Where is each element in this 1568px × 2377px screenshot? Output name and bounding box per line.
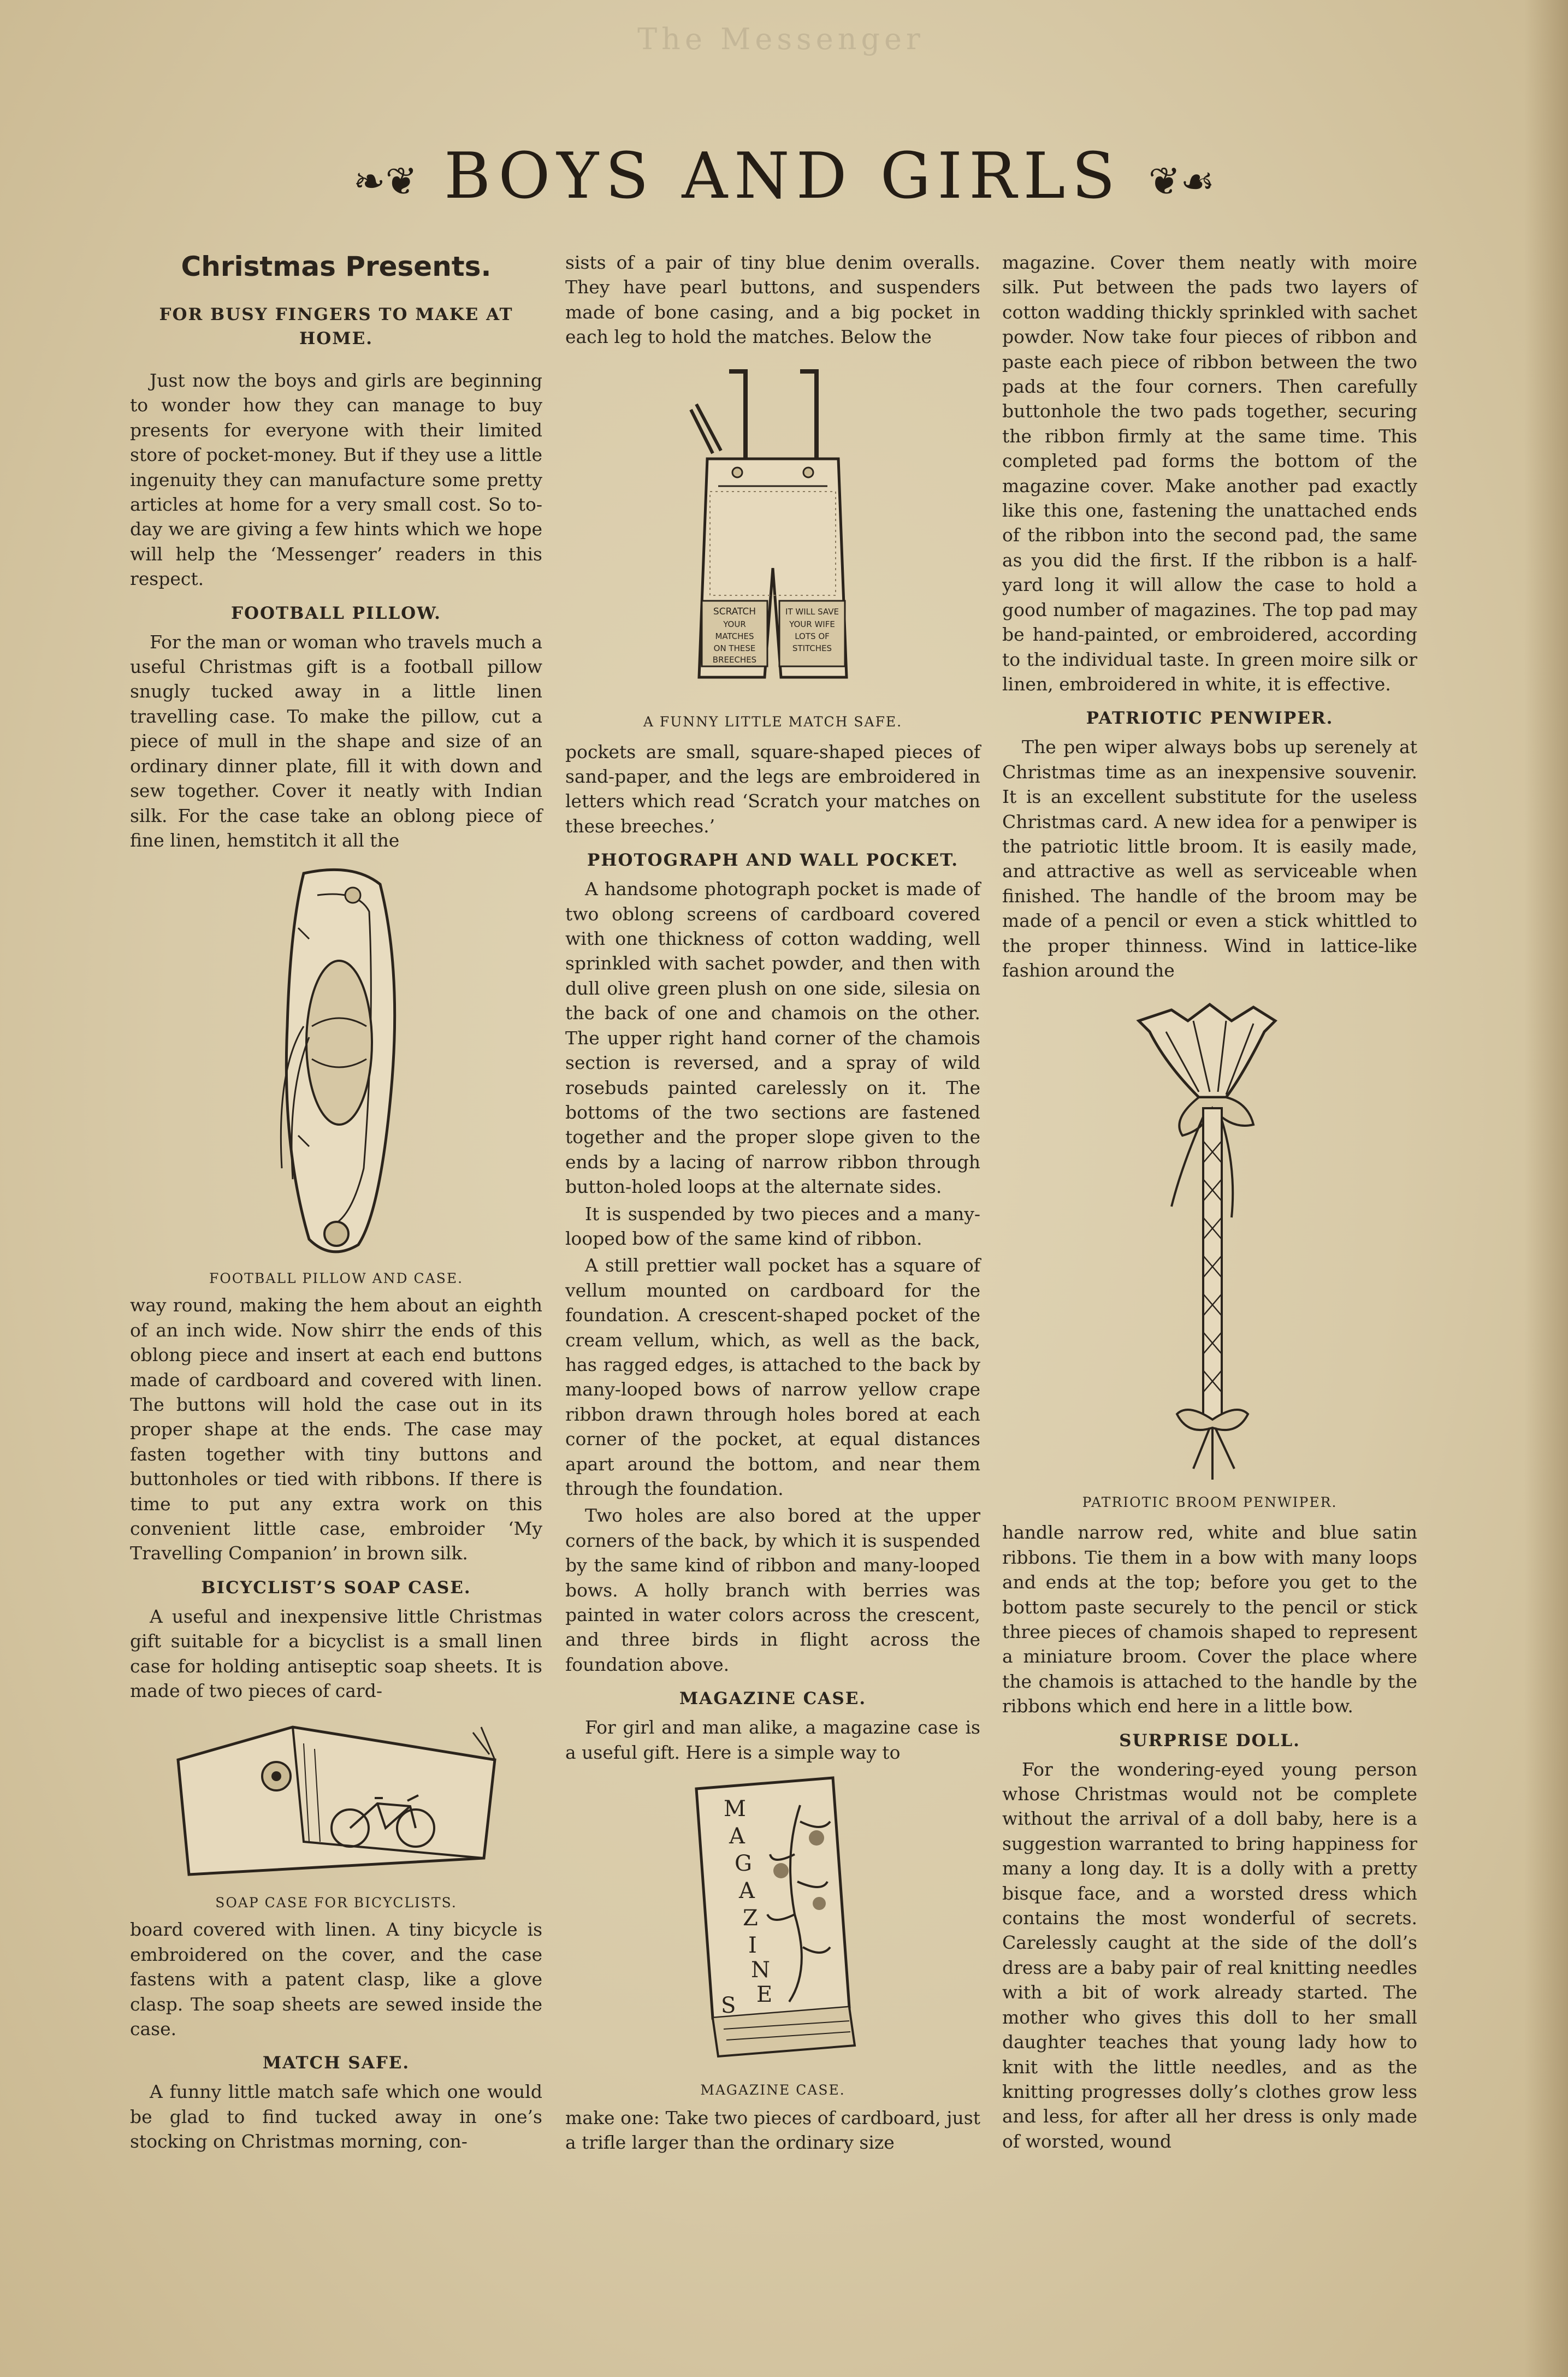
svg-text:YOUR WIFE: YOUR WIFE xyxy=(789,619,835,629)
svg-text:S: S xyxy=(721,1993,736,2019)
photo-paragraph-1: A handsome photograph pocket is made of two oblong screens of cardboard covered with one thickness of cotton wadding, well sprinkled with sachet powder, and then with dull olive green plush on one side, silesia on the back of one and chamois on the other. The upper right hand corner of the chamois section is reversed, and a spray of wild rosebuds painted carelessly on it. The bottoms of the two sections are fastened together and the proper slope given to the ends by a lacing of narrow ribbon through button-holed loops at the alternate sides. xyxy=(565,878,980,1198)
svg-text:LOTS OF: LOTS OF xyxy=(795,631,830,641)
column-3 xyxy=(1002,250,1417,2154)
column-2 xyxy=(565,250,980,2155)
svg-text:G: G xyxy=(735,1851,752,1877)
photo-paragraph-2: It is suspended by two pieces and a many-looped bow of the same kind of ribbon. xyxy=(565,1203,980,1249)
svg-text:N: N xyxy=(751,1958,770,1983)
magazine-paragraph-1: For girl and man alike, a magazine case is a useful gift. Here is a simple way to xyxy=(565,1717,980,1763)
section-masthead xyxy=(0,139,1568,213)
masthead-title: BOYS AND GIRLS xyxy=(444,139,1122,213)
match-safe-caption: A FUNNY LITTLE MATCH SAFE. xyxy=(643,713,903,730)
page-edge-shadow xyxy=(1524,0,1568,2377)
left-ornament-icon: ❧❦ xyxy=(353,158,418,204)
svg-text:M: M xyxy=(724,1796,746,1822)
soap-case-caption: SOAP CASE FOR BICYCLISTS. xyxy=(215,1895,457,1911)
magazine-paragraph-3: magazine. Cover them neatly with moire silk. Put between the pads two layers of cotton wadding thickly sprinkled with sachet powder. Now take four pieces of ribbon and paste each piece of ribbon between the two pads at the four corners. Then carefully buttonhole the two pads together, securing the ribbon firmly at the same time. This completed pad forms the bottom of the magazine cover. Make another pad exactly like this one, fastening the unattached ends of the ribbon into the second pad, the same as you did the first. If the ribbon is a half-yard long it will allow the case to hold a good number of magazines. The top pad may be hand-painted, or embroidered, according to the individual taste. In green moire silk or linen, embroidered in white, it is effective. xyxy=(1002,252,1417,695)
faded-masthead-bleedthrough: The Messenger xyxy=(637,22,925,56)
svg-text:Z: Z xyxy=(743,1906,758,1931)
right-ornament-icon: ❦☙ xyxy=(1148,158,1215,204)
soap-case-figure xyxy=(130,1711,542,1912)
soap-case-illustration xyxy=(167,1711,506,1891)
penwiper-heading: PATRIOTIC PENWIPER. xyxy=(1086,708,1334,729)
magazine-case-heading: MAGAZINE CASE. xyxy=(679,1689,867,1709)
svg-text:MATCHES: MATCHES xyxy=(715,631,754,641)
article-dek: FOR BUSY FINGERS TO MAKE AT HOME. xyxy=(159,305,513,348)
svg-text:E: E xyxy=(756,1982,773,2008)
penwiper-figure xyxy=(1002,999,1417,1511)
magazine-case-figure xyxy=(565,1772,980,2099)
football-paragraph-1: For the man or woman who travels much a useful Christmas gift is a football pillow snugly tucked away in a little linen travelling case. To make the pillow, cut a piece of mull in the shape and size of an ordinary dinner plate, fill it with down and sew together. Cover it neatly with Indian silk. For the case take an oblong piece of fine linen, hemstitch it all the xyxy=(130,631,542,851)
svg-text:STITCHES: STITCHES xyxy=(792,643,832,653)
football-pillow-illustration xyxy=(222,862,451,1267)
svg-text:IT WILL SAVE: IT WILL SAVE xyxy=(785,606,839,617)
article-title: Christmas Presents. xyxy=(181,251,492,282)
penwiper-paragraph-2: handle narrow red, white and blue satin ribbons. Tie them in a bow with many loops and ends at the top; before you get to the bottom paste securely to the pencil or stick three pieces of chamois shaped to represent a miniature broom. Cover the place where the chamois is attached to the handle by the ribbons which end here in a little bow. xyxy=(1002,1522,1417,1717)
svg-text:BREECHES: BREECHES xyxy=(712,654,757,665)
column-1 xyxy=(130,250,542,2154)
photo-paragraph-4: Two holes are also bored at the upper corners of the back, by which it is suspended by the same kind of ribbon and many-looped bows. A holly branch with berries was painted in water colors across the crescent, and three birds in flight across the foundation above. xyxy=(565,1505,980,1675)
svg-text:ON THESE: ON THESE xyxy=(713,643,756,653)
intro-paragraph: Just now the boys and girls are beginning to wonder how they can manage to buy presents for everyone with their limited store of pocket-money. But if they use a little ingenuity they can manufacture some pretty articles at home for a very small cost. So to-day we are giving a few hints which we hope will help the ‘Messenger’ readers in this respect. xyxy=(130,370,542,590)
magazine-case-caption: MAGAZINE CASE. xyxy=(700,2082,845,2098)
doll-paragraph-1: For the wondering-eyed young person whose Christmas would not be complete without the arrival of a doll baby, here is a suggestion warranted to bring happiness for many a long day. It is a dolly with a pretty bisque face, and a worsted dress which contains the most wonderful of secrets. Carelessly caught at the side of the doll’s dress are a baby pair of real knitting needles with a bit of work already started. The mother who gives this doll to her small daughter teaches that young lady how to knit with the little needles, and as the knitting progresses dolly’s clothes grow less and less, for after all her dress is only made of worsted, wound xyxy=(1002,1758,1417,2152)
football-pillow-figure xyxy=(130,862,542,1287)
svg-text:YOUR: YOUR xyxy=(723,619,746,629)
match-paragraph-2: sists of a pair of tiny blue denim overalls. They have pearl buttons, and suspenders made of bone casing, and a big pocket in each leg to hold the matches. Below the xyxy=(565,252,980,348)
match-safe-illustration xyxy=(658,360,887,710)
magazine-case-illustration xyxy=(674,1772,871,2078)
penwiper-illustration xyxy=(1100,999,1319,1491)
svg-text:A: A xyxy=(729,1824,745,1849)
match-paragraph-1: A funny little match safe which one would be glad to find tucked away in one’s stocking on Christmas morning, con- xyxy=(130,2081,542,2153)
surprise-doll-heading: SURPRISE DOLL. xyxy=(1119,1730,1300,1751)
penwiper-caption: PATRIOTIC BROOM PENWIPER. xyxy=(1082,1494,1338,1511)
photo-paragraph-3: A still prettier wall pocket has a square of vellum mounted on cardboard for the foundation. A crescent-shaped pocket of the cream vellum, which, as well as the back, has ragged edges, is attached to the back by many-looped bows of narrow yellow crape ribbon drawn through holes bored at each corner of the pocket, at equal distances apart around the bottom, and near them through the foundation. xyxy=(565,1255,980,1499)
svg-text:I: I xyxy=(748,1933,757,1959)
football-pillow-heading: FOOTBALL PILLOW. xyxy=(231,603,441,623)
match-safe-heading: MATCH SAFE. xyxy=(262,2053,410,2073)
magazine-paragraph-2: make one: Take two pieces of cardboard, just a trifle larger than the ordinary size xyxy=(565,2107,980,2154)
svg-text:A: A xyxy=(739,1878,755,1904)
football-pillow-caption: FOOTBALL PILLOW AND CASE. xyxy=(209,1270,464,1287)
penwiper-paragraph-1: The pen wiper always bobs up serenely at Christmas time as an inexpensive souvenir. It is an excellent substitute for the useless Christmas card. A new idea for a penwiper is the patriotic little broom. It is easily made, and attractive as well as serviceable when finished. The handle of the broom may be made of a pencil or even a stick whittled to the proper thinness. Wind in lattice-like fashion around the xyxy=(1002,736,1417,981)
match-safe-figure xyxy=(565,360,980,731)
photograph-pocket-heading: PHOTOGRAPH AND WALL POCKET. xyxy=(587,850,959,871)
soap-paragraph-2: board covered with linen. A tiny bicycle is embroidered on the cover, and the case fastens with a patent clasp, like a glove clasp. The soap sheets are sewed inside the case. xyxy=(130,1919,542,2040)
football-paragraph-2: way round, making the hem about an eighth of an inch wide. Now shirr the ends of this oblong piece and insert at each end buttons made of cardboard and covered with linen. The buttons will hold the case out in its proper shape at the ends. The case may fasten together with tiny buttons and buttonholes or tied with ribbons. If there is time to put any extra work on this convenient little case, embroider ‘My Travelling Companion’ in brown silk. xyxy=(130,1294,542,1564)
soap-paragraph-1: A useful and inexpensive little Christmas gift suitable for a bicyclist is a small linen case for holding antiseptic soap sheets. It is made of two pieces of card- xyxy=(130,1605,542,1701)
svg-text:SCRATCH: SCRATCH xyxy=(713,606,756,617)
soap-case-heading: BICYCLIST’S SOAP CASE. xyxy=(201,1577,471,1598)
match-paragraph-3: pockets are small, square-shaped pieces of sand-paper, and the legs are embroidered in letters which read ‘Scratch your matches on these breeches.’ xyxy=(565,741,980,837)
